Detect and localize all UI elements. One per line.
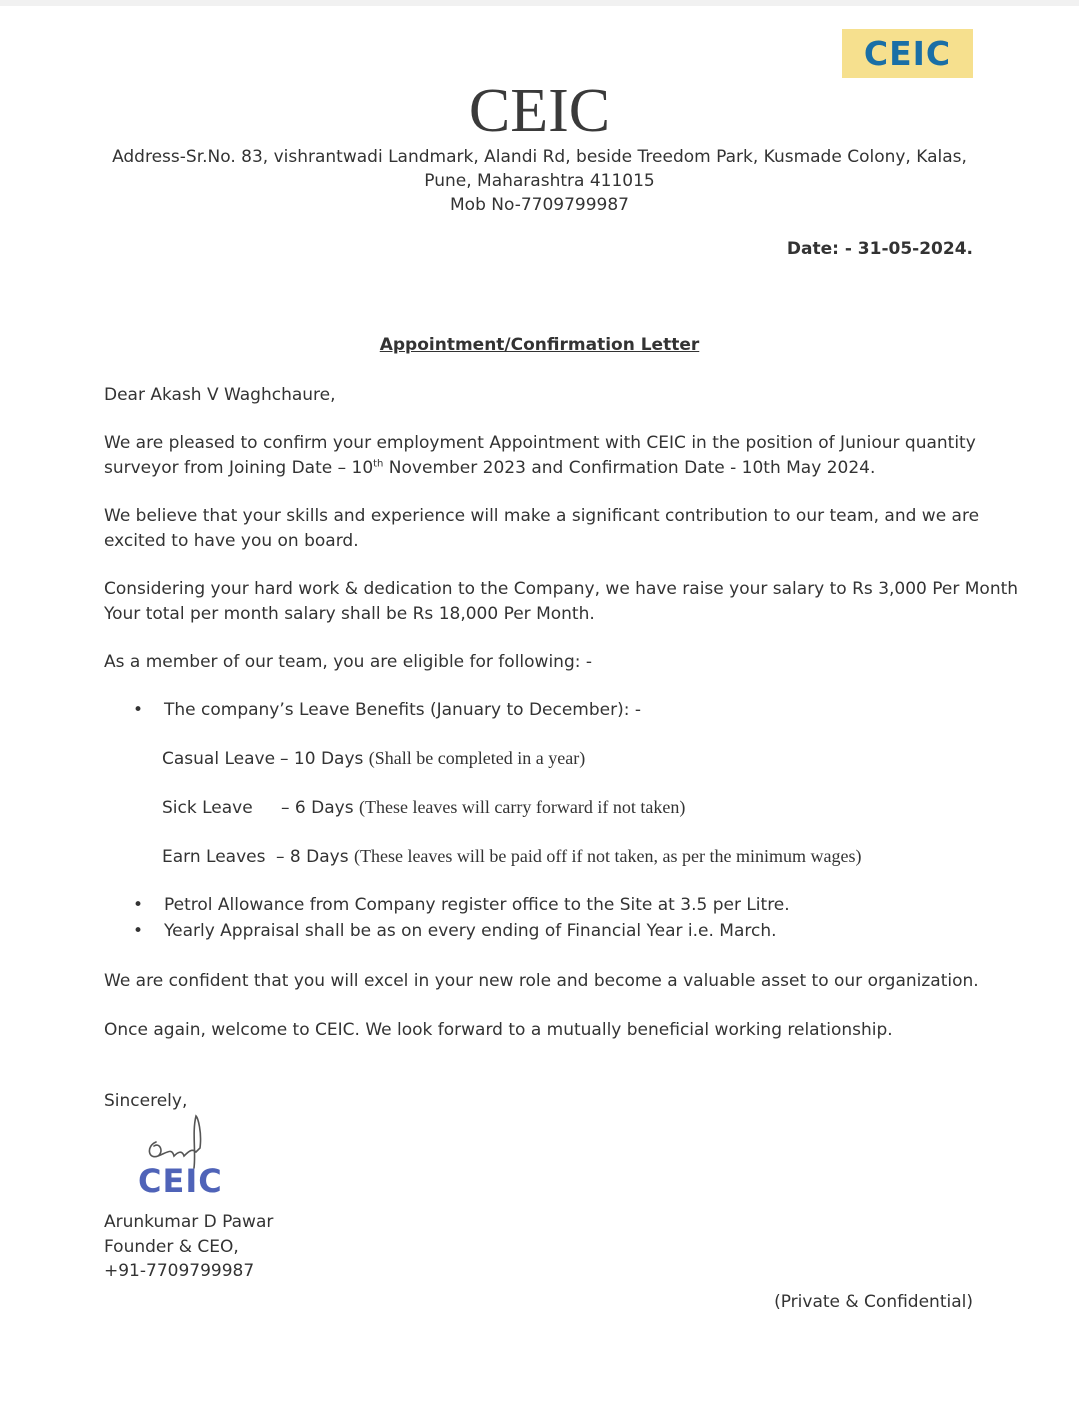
paragraph-skills (104, 504, 984, 554)
leave-name: Sick Leave (162, 798, 253, 818)
paragraph-welcome (104, 1018, 984, 1043)
yearly-appraisal: Yearly Appraisal shall be as on every ending of Financial Year i.e. March. (164, 921, 777, 941)
salutation (104, 383, 984, 408)
bullet-appraisal: • (133, 921, 144, 941)
leave-days: – 6 Days (281, 798, 354, 818)
paragraph-appointment-line-2 (104, 456, 984, 481)
company-name: CEIC (468, 77, 611, 145)
paragraph-skills-line-2: excited to have you on board. (104, 531, 359, 551)
letter-date: Date: - 31-05-2024. (786, 239, 973, 259)
paragraph-eligibility (104, 650, 984, 675)
paragraph-salary-line-2: Your total per month salary shall be Rs 18,000 Per Month. (104, 604, 595, 624)
paragraph-salary (104, 577, 1019, 627)
signatory-name: Arunkumar D Pawar (104, 1212, 274, 1232)
joining-date-pre: surveyor from Joining Date – 10 (104, 458, 374, 478)
ordinal-suffix: th (373, 458, 384, 470)
petrol-allowance: Petrol Allowance from Company register office to the Site at 3.5 per Litre. (164, 895, 790, 915)
paragraph-eligibility-text: As a member of our team, you are eligible for following: - (104, 652, 593, 672)
leave-note: (Shall be completed in a year) (368, 748, 586, 768)
letter-heading: Appointment/Confirmation Letter (379, 335, 700, 355)
leave-days: – 10 Days (280, 749, 364, 769)
joining-date-post: November 2023 and Confirmation Date - 10th May 2024. (383, 458, 876, 478)
paragraph-appointment-line-1: We are pleased to confirm your employment Appointment with CEIC in the position of Juniour quantity (104, 433, 976, 453)
paragraph-confidence-text: We are confident that you will excel in your new role and become a valuable asset to our organization. (104, 971, 979, 991)
bullet-petrol: • (133, 895, 144, 915)
top-edge (0, 0, 1079, 6)
paragraph-skills-line-1: We believe that your skills and experience will make a significant contribution to our team, and we are (104, 506, 980, 526)
paragraph-appointment (104, 431, 984, 481)
paragraph-welcome-text: Once again, welcome to CEIC. We look forward to a mutually beneficial working relationship. (104, 1020, 893, 1040)
leave-note: (These leaves will carry forward if not taken) (358, 797, 686, 817)
leave-row-earn (162, 846, 861, 867)
leave-name: Casual Leave (162, 749, 276, 769)
signatory-title: Founder & CEO, (104, 1237, 239, 1257)
company-address (0, 145, 1079, 217)
signature-stamp (138, 1112, 248, 1202)
mobile-number: Mob No-7709799987 (450, 195, 629, 215)
bullet-leave: • (133, 700, 144, 720)
logo-text: CEIC (863, 34, 952, 73)
leave-benefits-title: The company’s Leave Benefits (January to December): - (164, 700, 642, 720)
leave-row-sick (162, 797, 685, 818)
paragraph-confidence (104, 969, 984, 994)
company-logo (842, 29, 973, 78)
signatory-phone: +91-7709799987 (104, 1261, 255, 1281)
leave-row-casual (162, 748, 585, 769)
paragraph-salary-line-1: Considering your hard work & dedication to the Company, we have raise your salary to Rs 3,000 Per Month (104, 579, 1019, 599)
address-line-1: Address-Sr.No. 83, vishrantwadi Landmark, Alandi Rd, beside Treedom Park, Kusmade Colony, Kalas, (112, 147, 967, 167)
stamp-text: CEIC (138, 1162, 223, 1200)
leave-name: Earn Leaves (162, 847, 266, 867)
leave-days: – 8 Days (276, 847, 349, 867)
salutation-text: Dear Akash V Waghchaure, (104, 385, 336, 405)
leave-note: (These leaves will be paid off if not taken, as per the minimum wages) (353, 846, 862, 866)
address-line-2: Pune, Maharashtra 411015 (424, 171, 655, 191)
closing: Sincerely, (104, 1091, 188, 1111)
confidential-note: (Private & Confidential) (774, 1292, 973, 1312)
